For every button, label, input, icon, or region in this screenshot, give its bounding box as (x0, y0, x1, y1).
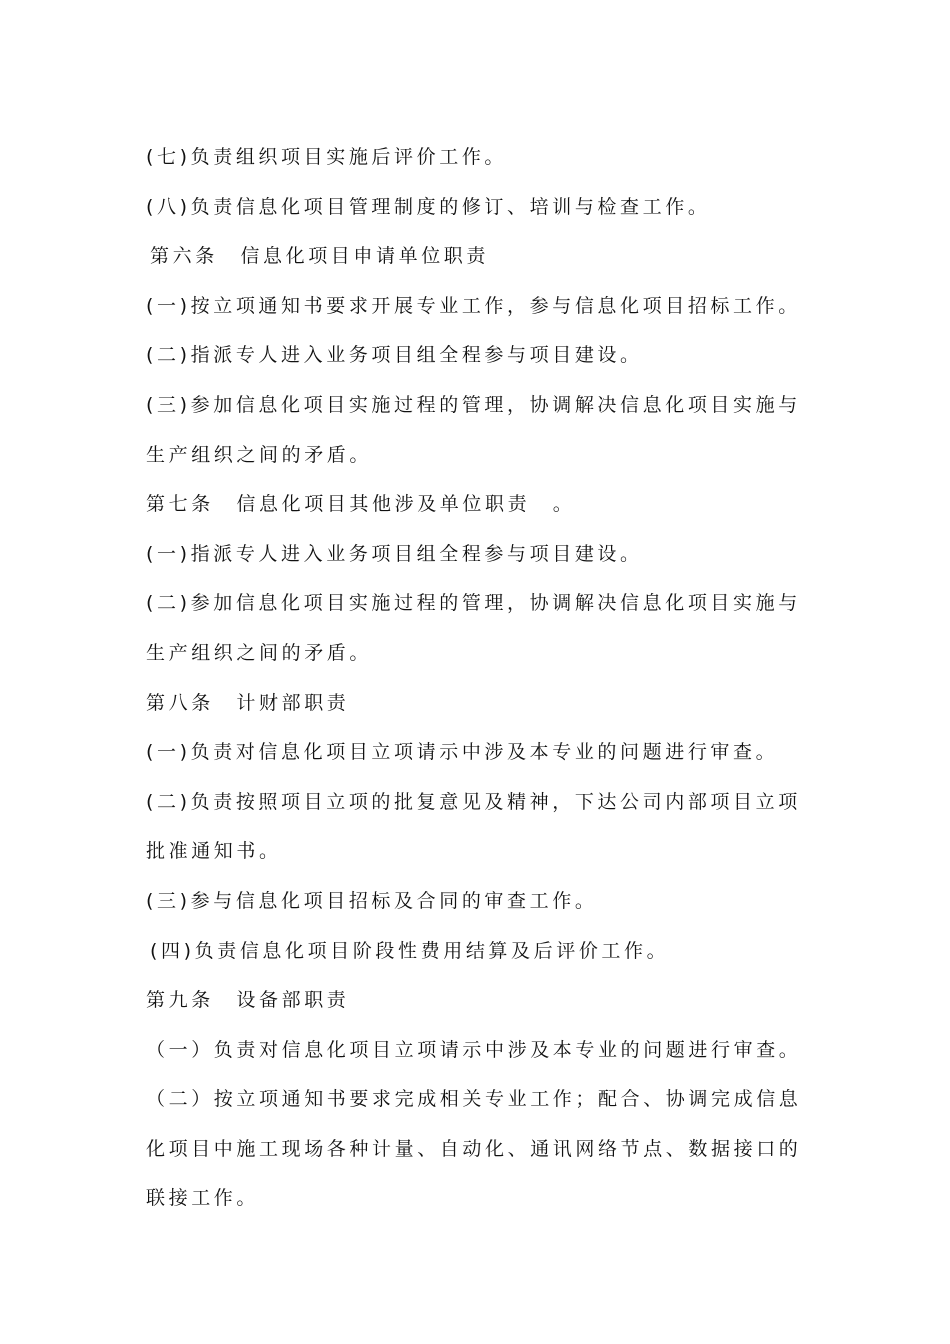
article-six-item-two: (二)指派专人进入业务项目组全程参与项目建设。 (146, 344, 643, 367)
article-seven-heading: 第七条 信息化项目其他涉及单位职责 。 (146, 493, 576, 516)
item-eight: (八)负责信息化项目管理制度的修订、培训与检查工作。 (146, 195, 711, 218)
article-eight-item-two-continued: 批准通知书。 (146, 840, 282, 863)
article-eight-item-three: (三)参与信息化项目招标及合同的审查工作。 (146, 889, 598, 912)
article-seven-item-two: (二)参加信息化项目实施过程的管理，协调解决信息化项目实施与 (146, 592, 801, 615)
article-six-item-three: (三)参加信息化项目实施过程的管理，协调解决信息化项目实施与 (146, 393, 801, 416)
article-nine-heading: 第九条 设备部职责 (146, 989, 350, 1012)
article-nine-item-two-continued: 化项目中施工现场各种计量、自动化、通讯网络节点、数据接口的 (146, 1137, 802, 1160)
article-six-item-one: (一)按立项通知书要求开展专业工作，参与信息化项目招标工作。 (146, 294, 801, 317)
article-six-item-three-continued: 生产组织之间的矛盾。 (146, 443, 373, 466)
article-eight-item-two: (二)负责按照项目立项的批复意见及精神，下达公司内部项目立项 (146, 790, 801, 813)
article-eight-heading: 第八条 计财部职责 (146, 691, 350, 714)
article-nine-item-two-end: 联接工作。 (146, 1187, 260, 1210)
article-seven-item-two-continued: 生产组织之间的矛盾。 (146, 641, 373, 664)
article-six-heading: 第六条 信息化项目申请单位职责 (150, 245, 490, 268)
item-seven: (七)负责组织项目实施后评价工作。 (146, 146, 508, 168)
article-nine-item-one: （一）负责对信息化项目立项请示中涉及本专业的问题进行审查。 (146, 1038, 802, 1061)
article-seven-item-one: (一)指派专人进入业务项目组全程参与项目建设。 (146, 542, 643, 565)
article-nine-item-two: （二）按立项通知书要求完成相关专业工作；配合、协调完成信息 (146, 1088, 802, 1111)
document-body (146, 133, 826, 1224)
article-eight-item-one: (一)负责对信息化项目立项请示中涉及本专业的问题进行审查。 (146, 741, 779, 764)
article-eight-item-four: (四)负责信息化项目阶段性费用结算及后评价工作。 (150, 939, 670, 962)
